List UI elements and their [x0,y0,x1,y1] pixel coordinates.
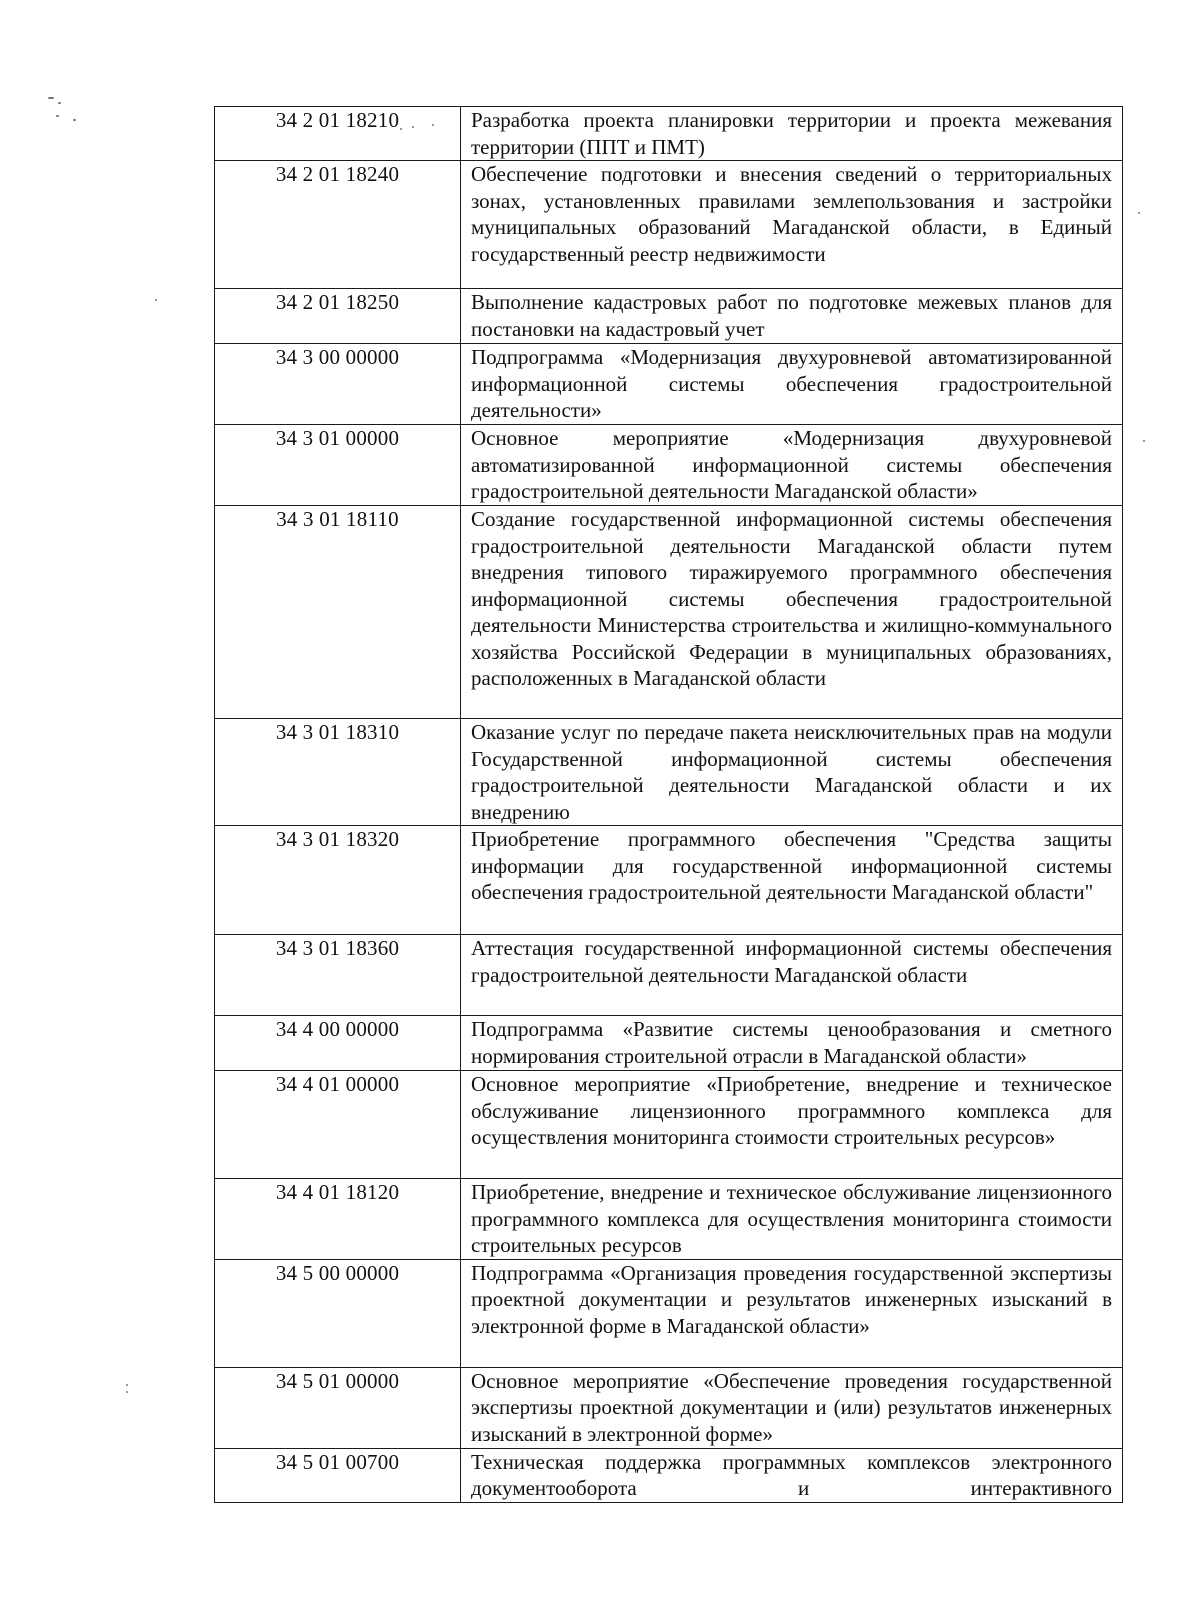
table-row [215,1071,1123,1179]
description-cell: Подпрограмма «Развитие системы ценообразования и сметного нормирования строительной отрасли в Магаданской области» [461,1016,1123,1071]
description-cell: Техническая поддержка программных комплексов электронного документооборота и интерактивного [461,1448,1123,1502]
table-row [215,506,1123,719]
description-cell: Разработка проекта планировки территории и проекта межевания территории (ППТ и ПМТ) [461,107,1123,161]
description-cell: Приобретение программного обеспечения "Средства защиты информации для государственной информационной системы обеспечения градостроительной деятельности Магаданской области" [461,826,1123,935]
budget-codes-table [214,106,1123,1503]
table-row [215,935,1123,1016]
code-cell: 34 3 01 18110 [215,506,461,719]
description-cell: Подпрограмма «Организация проведения государственной экспертизы проектной документации и результатов инженерных изысканий в электронной форме в Магаданской области» [461,1259,1123,1367]
table-row [215,107,1123,161]
description-cell: Обеспечение подготовки и внесения сведений о территориальных зонах, установленных правилами землепользования и застройки муниципальных образований Магаданской области, в Единый государственный реестр недвижимости [461,161,1123,289]
code-cell: 34 3 00 00000 [215,344,461,425]
table-row [215,1016,1123,1071]
table-row [215,1367,1123,1448]
table-row [215,161,1123,289]
code-cell: 34 2 01 18240 [215,161,461,289]
description-cell: Основное мероприятие «Модернизация двухуровневой автоматизированной информационной системы обеспечения градостроительной деятельности Магаданской области» [461,425,1123,506]
table-row [215,826,1123,935]
table-row [215,1259,1123,1367]
code-cell: 34 2 01 18210 [215,107,461,161]
code-cell: 34 5 01 00700 [215,1448,461,1502]
code-cell: 34 2 01 18250 [215,289,461,344]
code-cell: 34 4 01 18120 [215,1179,461,1260]
description-cell: Выполнение кадастровых работ по подготовке межевых планов для постановки на кадастровый учет [461,289,1123,344]
table-body [215,107,1123,1503]
table-row [215,344,1123,425]
description-cell: Основное мероприятие «Обеспечение проведения государственной экспертизы проектной документации и (или) результатов инженерных изысканий в электронной форме» [461,1367,1123,1448]
description-cell: Приобретение, внедрение и техническое обслуживание лицензионного программного комплекса для осуществления мониторинга стоимости строительных ресурсов [461,1179,1123,1260]
code-cell: 34 3 01 18310 [215,719,461,826]
code-cell: 34 3 01 18320 [215,826,461,935]
description-cell: Подпрограмма «Модернизация двухуровневой автоматизированной информационной системы обеспечения градостроительной деятельности» [461,344,1123,425]
code-cell: 34 4 01 00000 [215,1071,461,1179]
description-cell: Основное мероприятие «Приобретение, внедрение и техническое обслуживание лицензионного программного комплекса для осуществления мониторинга стоимости строительных ресурсов» [461,1071,1123,1179]
code-cell: 34 3 01 00000 [215,425,461,506]
code-cell: 34 5 00 00000 [215,1259,461,1367]
table-row [215,719,1123,826]
description-cell: Аттестация государственной информационной системы обеспечения градостроительной деятельности Магаданской области [461,935,1123,1016]
table-row [215,1179,1123,1260]
code-cell: 34 3 01 18360 [215,935,461,1016]
code-cell: 34 4 00 00000 [215,1016,461,1071]
description-cell: Создание государственной информационной системы обеспечения градостроительной деятельности Магаданской области путем внедрения типового тиражируемого программного обеспечения информационной системы обеспечения градостроительной деятельности Министерства строительства и жилищно-коммунального хозяйства Российской Федерации в муниципальных образованиях, расположенных в Магаданской области [461,506,1123,719]
description-cell: Оказание услуг по передаче пакета неисключительных прав на модули Государственной информационной системы обеспечения градостроительной деятельности Магаданской области и их внедрению [461,719,1123,826]
code-cell: 34 5 01 00000 [215,1367,461,1448]
table-row [215,425,1123,506]
table-row [215,289,1123,344]
table-row [215,1448,1123,1502]
